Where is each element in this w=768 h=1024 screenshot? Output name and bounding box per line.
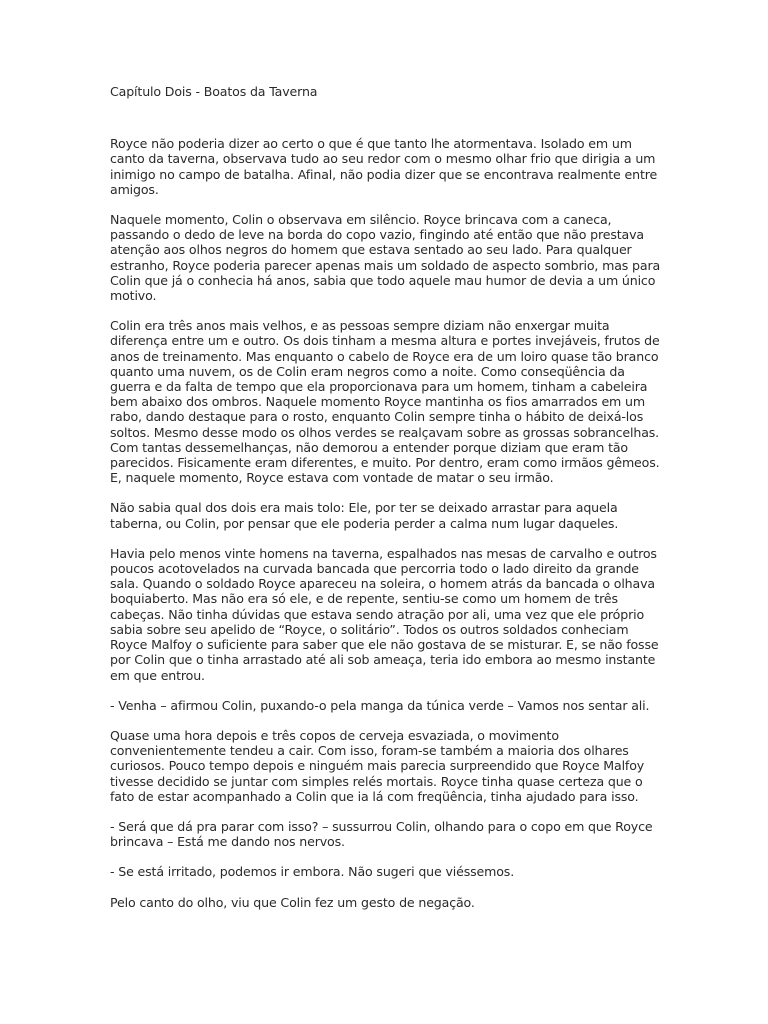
paragraph: Não sabia qual dos dois era mais tolo: Ele, por ter se deixado arrastar para aquela taberna, ou Colin, por pensar que ele poderia perder a calma num lugar daqueles.	[110, 500, 619, 531]
paragraph: Royce não poderia dizer ao certo o que é que tanto lhe atormentava. Isolado em um canto da taverna, observava tudo ao seu redor com o mesmo olhar frio que dirigia a um inimigo no campo de batalha. Afinal, não podia dizer que se encontrava realmente entre amigos.	[110, 136, 658, 197]
paragraph: Pelo canto do olho, viu que Colin fez um gesto de negação.	[110, 894, 475, 910]
chapter-title: Capítulo Dois - Boatos da Taverna	[110, 84, 318, 99]
dialogue-paragraph: - Se está irritado, podemos ir embora. Não sugeri que viéssemos.	[110, 864, 515, 880]
paragraph: Quase uma hora depois e três copos de cerveja esvaziada, o movimento convenientemente tendeu a cair. Com isso, foram-se também a maioria dos olhares curiosos. Pouco tempo depois e ninguém mais parecia surpreendido que Royce Malfoy tivesse decidido se juntar com simples relés mortais. Royce tinha quase certeza que o fato de estar acompanhado a Colin que ia lá com freqüência, tinha ajudado para isso.	[110, 727, 645, 804]
document-body	[110, 84, 662, 925]
paragraph: Naquele momento, Colin o observava em silêncio. Royce brincava com a caneca, passando o dedo de leve na borda do copo vazio, fingindo até então que não prestava atenção aos olhos negros do homem que estava sentado ao seu lado. Para qualquer estranho, Royce poderia parecer apenas mais um soldado de aspecto sombrio, mas para Colin que já o conhecia há anos, sabia que todo aquele mau humor de devia a um único motivo.	[110, 212, 661, 304]
paragraph: Colin era três anos mais velhos, e as pessoas sempre diziam não enxergar muita diferença entre um e outro. Os dois tinham a mesma altura e portes invejáveis, frutos de anos de treinamento. Mas enquanto o cabelo de Royce era de um loiro quase tão branco quanto uma nuvem, os de Colin eram negros como a noite. Como conseqüência da guerra e da falta de tempo que ela proporcionava para um homem, tinham a cabeleira bem abaixo dos ombros. Naquele momento Royce mantinha os fios amarrados em um rabo, dando destaque para o rosto, enquanto Colin sempre tinha o hábito de deixá-los soltos. Mesmo desse modo os olhos verdes se realçavam sobre as grossas sobrancelhas. Com tantas dessemelhanças, não demorou a entender porque diziam que eram tão parecidos. Fisicamente eram diferentes, e muito. Por dentro, eram como irmãos gêmeos. E, naquele momento, Royce estava com vontade de matar o seu irmão.	[110, 318, 660, 486]
paragraph: Havia pelo menos vinte homens na taverna, espalhados nas mesas de carvalho e outros poucos acotovelados na curvada bancada que percorria todo o lado direito da grande sala. Quando o soldado Royce apareceu na soleira, o homem atrás da bancada o olhava boquiaberto. Mas não era só ele, e de repente, sentiu-se como um homem de três cabeças. Não tinha dúvidas que estava sendo atração por ali, uma vez que ele próprio sabia sobre seu apelido de “Royce, o solitário”. Todos os outros soldados conheciam Royce Malfoy o suficiente para saber que ele não gostava de se misturar. E, se não fosse por Colin que o tinha arrastado até ali sob ameaça, teria ido embora ao mesmo instante em que entrou.	[110, 545, 659, 683]
dialogue-paragraph: - Será que dá pra parar com isso? – sussurrou Colin, olhando para o copo em que Royce brincava – Está me dando nos nervos.	[110, 818, 653, 850]
dialogue-paragraph: - Venha – afirmou Colin, puxando-o pela manga da túnica verde – Vamos nos sentar ali.	[110, 697, 650, 713]
